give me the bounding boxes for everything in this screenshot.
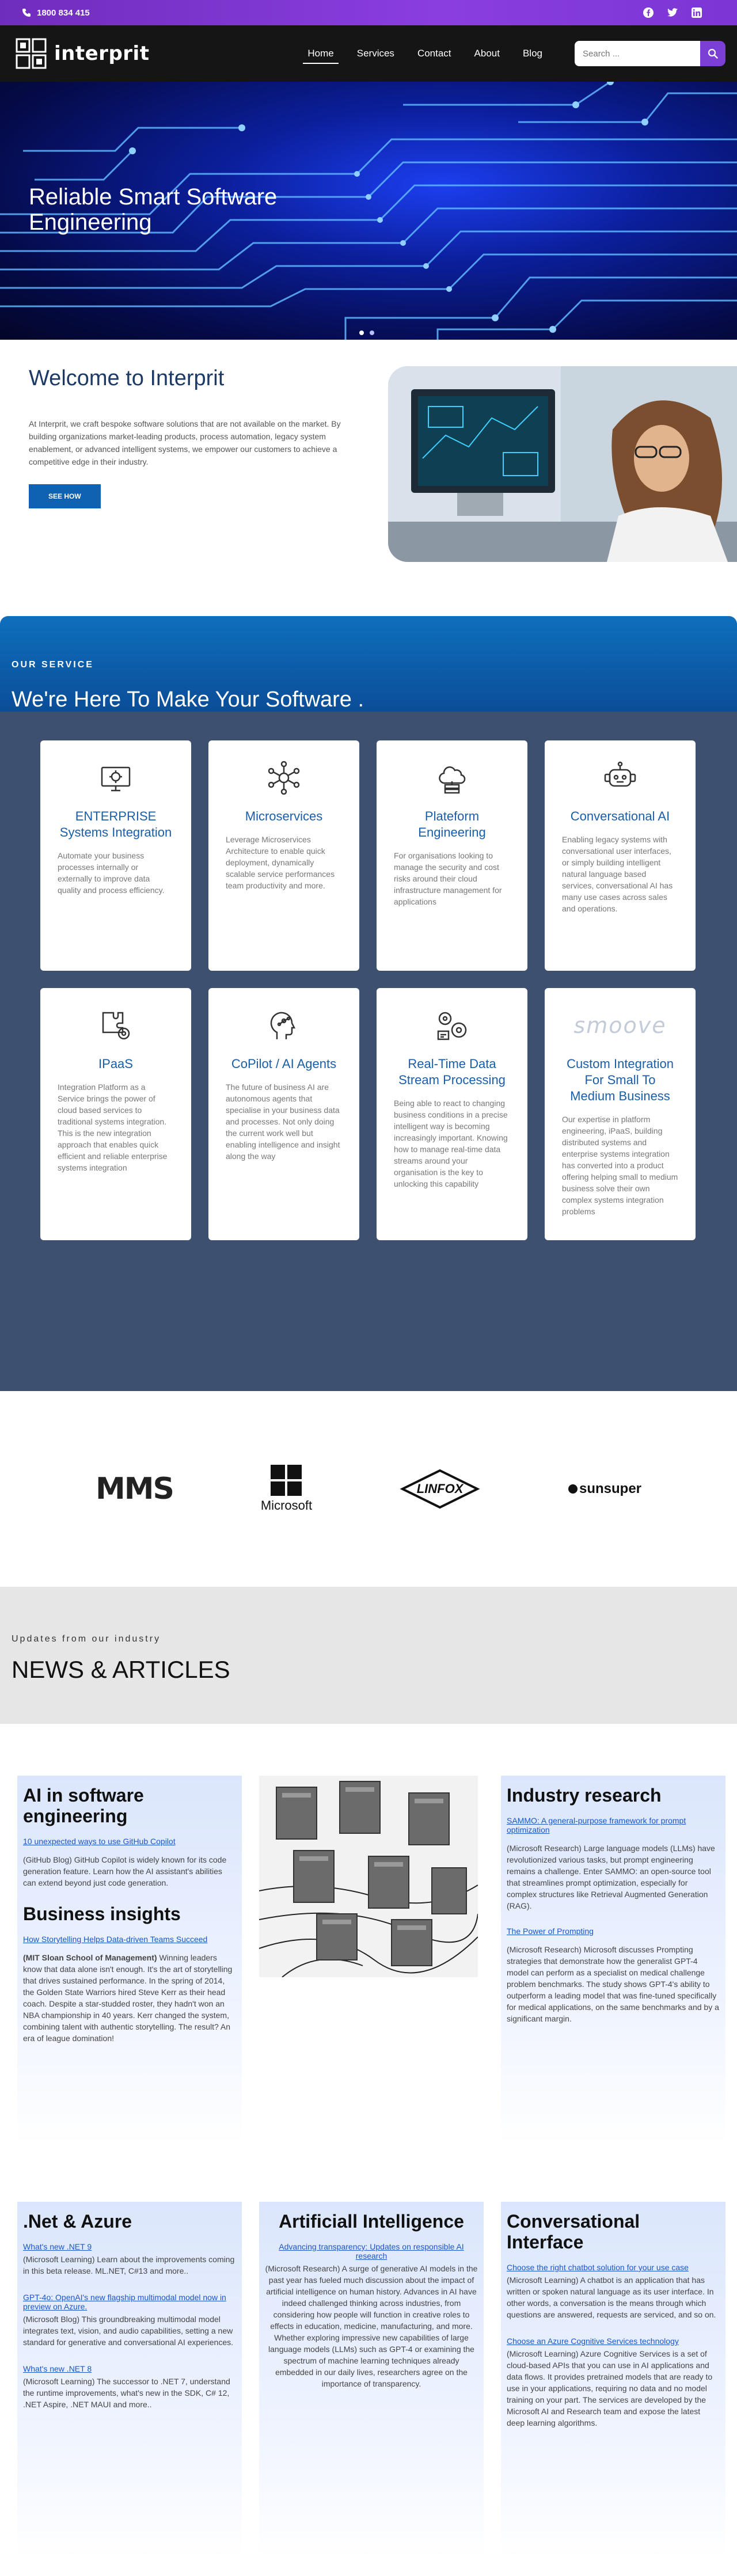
article-link[interactable]: The Power of Prompting: [507, 1927, 594, 1936]
nav-blog[interactable]: Blog: [522, 48, 542, 59]
service-card-text: Integration Platform as a Service brings the power of cloud based services to traditional systems integration. This is the new integration approach that enables quick efficient and reliable enterprise systems integration: [58, 1082, 168, 1172]
article-summary: (Microsoft Research) Large language models (LLMs) have revolutionized various tasks, but prompt engineering remains a challenge. Enter SAMMO: an open-source tool that streamlines prompt optimization, especially for complex structures like Retrieval Augmented Generation (RAG).: [507, 1844, 715, 1910]
article-column: [17, 1776, 242, 2144]
article-link[interactable]: What's new .NET 8: [23, 2364, 92, 2373]
service-header: [0, 616, 737, 712]
nav-menu: [296, 42, 554, 65]
article-summary: (Microsoft Learning) Azure Cognitive Services is a set of cloud-based APIs that you can use in AI applications and data flows. It provides pretrained models that are ready to use in your applications, requiring no data and no model training on your part. The services are developed by the Microsoft AI and Research team and expose the latest deep learning algorithms.: [507, 2349, 713, 2427]
logo-mark-icon: [15, 37, 47, 70]
linkedin-icon[interactable]: [691, 7, 702, 18]
nav-home[interactable]: Home: [296, 42, 345, 65]
carousel-dot[interactable]: [370, 330, 374, 335]
news-title: NEWS & ARTICLES: [12, 1656, 230, 1683]
service-card-text: Automate your business processes internally or externally to improve data quality and process efficiency.: [58, 851, 165, 895]
sunsuper-logo: sunsuper: [568, 1481, 641, 1497]
facebook-icon[interactable]: [643, 7, 654, 18]
site-logo[interactable]: [15, 37, 149, 70]
articles-row-1: [0, 1724, 737, 2144]
chatbot-icon: [602, 759, 639, 796]
search-icon: [708, 48, 718, 59]
article-column: [259, 2202, 484, 2559]
hero-banner: [0, 82, 737, 340]
article-summary: (Microsoft Research) Microsoft discusses Prompting strategies that demonstrate how the generalist GPT-4 model can perform as a specialist on medical challenge problem benchmarks. The study shows GPT-4's ability to outperform a leading model that was fine-tuned specifically for medical applications, on the same benchmarks and by a significant margin.: [507, 1945, 719, 2023]
phone-icon: [22, 8, 31, 17]
puzzle-gear-icon: [97, 1007, 134, 1044]
welcome-body: At Interprit, we craft bespoke software solutions that are not available on the market. By building organizations market-leading products, process automation, legacy system enablement, or advanced intelligent systems, we empower our customers to achieve a competitive edge in their industry.: [29, 419, 341, 466]
service-card[interactable]: [208, 988, 359, 1240]
service-section: [0, 712, 737, 1391]
service-card-title: CoPilot / AI Agents: [231, 1057, 337, 1071]
carousel-dot[interactable]: [359, 330, 364, 335]
service-card-text: Leverage Microservices Architecture to enable quick deployment, dynamically scalable service performances team productivity and more.: [226, 835, 335, 890]
article-link[interactable]: 10 unexpected ways to use GitHub Copilot: [23, 1837, 176, 1846]
article-summary: (Microsoft Learning) A chatbot is an application that has written or spoken natural language as its user interface. In other words, a conversation is the means through which questions are answered, requests are serviced, and so on.: [507, 2275, 716, 2319]
service-card-title: Microservices: [245, 809, 323, 823]
articles-row-2: [0, 2144, 737, 2576]
article-heading: Artificiall Intelligence: [279, 2211, 464, 2232]
phone-contact[interactable]: [22, 8, 90, 18]
phone-number: 1800 834 415: [37, 7, 90, 18]
service-card-text: For organisations looking to manage the security and cost risks around their cloud infrastructure management for applications: [394, 851, 502, 906]
article-heading: .Net & Azure: [23, 2211, 132, 2232]
server-racks-image: [259, 1776, 478, 1977]
service-title: We're Here To Make Your Software .: [12, 687, 364, 712]
service-card-title: IPaaS: [98, 1057, 133, 1071]
article-summary: (Microsoft Learning) The successor to .NET 7, understand the runtime improvements, what's new in the SDK, C# 12, .NET Aspire, .NET MAUI and more..: [23, 2377, 230, 2409]
nav-contact[interactable]: Contact: [417, 48, 451, 59]
network-hub-icon: [265, 759, 302, 796]
linfox-logo: LINFOX: [400, 1469, 480, 1509]
article-summary: (GitHub Blog) GitHub Copilot is widely known for its code generation feature. Learn how the AI assistant's abilities can extend beyond just code generation.: [23, 1855, 227, 1887]
article-link[interactable]: Choose an Azure Cognitive Services technology: [507, 2336, 679, 2346]
logo-text: interprit: [54, 42, 150, 65]
article-heading: AI in software engineering: [23, 1785, 144, 1826]
carousel-dots: [359, 330, 374, 335]
search-input[interactable]: [575, 41, 700, 66]
article-link[interactable]: GPT-4o: OpenAI's new flagship multimodal model now in preview on Azure.: [23, 2293, 226, 2311]
hero-title: Reliable Smart Software Engineering: [29, 184, 278, 235]
service-card-title: Plateform Engineering: [418, 809, 486, 839]
cloud-server-icon: [434, 759, 470, 796]
service-card[interactable]: [545, 988, 696, 1240]
monitor-gear-icon: [97, 759, 134, 796]
article-column: [17, 2202, 242, 2559]
smoove-logo: smoove: [573, 1013, 667, 1038]
server-image-column: [259, 1776, 484, 2144]
service-card-text: Being able to react to changing business conditions in a precise intelligent way is becoming increasingly important. Knowing how to manage real-time data streams around your organisation is the key to unlocking this capability: [394, 1099, 508, 1188]
service-card[interactable]: [40, 740, 191, 971]
nav-services[interactable]: Services: [356, 48, 394, 59]
twitter-icon[interactable]: [667, 7, 678, 18]
article-summary: (Microsoft Research) A surge of generative AI models in the past year has fueled much discussion about the impact of artificial intelligence on human history. Advances in AI have indeed challenged thinking across industries, from considering how people will function in creative roles to effects in education, medicine, manufacturing, and more. Whether exploring impressive new capabilities of large language models (LLMs) such as GPT-4 or examining the spectrum of machine learning techniques already embedded in our daily lives, researchers agree on the importance of transparency.: [265, 2264, 478, 2388]
service-card[interactable]: [40, 988, 191, 1240]
news-header: [0, 1587, 737, 1724]
welcome-text: [29, 366, 351, 570]
main-navbar: [0, 25, 737, 82]
service-card[interactable]: [545, 740, 696, 971]
article-heading: Industry research: [507, 1785, 662, 1806]
engineer-photo: [388, 366, 737, 562]
service-kicker: OUR SERVICE: [12, 660, 94, 670]
service-card-text: Our expertise in platform engineering, iPaaS, building distributed systems and enterprise systems integration has converted into a product offering helping small to medium business solve their own complex systems integration problems: [562, 1115, 678, 1216]
news-kicker: Updates from our industry: [12, 1634, 161, 1644]
article-heading: Business insights: [23, 1903, 181, 1924]
client-logos: [0, 1391, 737, 1587]
service-card[interactable]: [208, 740, 359, 971]
article-summary: (MIT Sloan School of Management) Winning leaders know that data alone isn't enough. It's the art of storytelling that drives sustained performance. In the spring of 2014, the Golden State Warriors hired Steve Kerr as their head coach. Despite a star-studded roster, they hadn't won an NBA championship in 40 years. Kerr changed the system, combining talent with authentic storytelling. The result? An era of league domination!: [23, 1953, 233, 2043]
service-card-title: Custom Integration For Small To Medium Business: [567, 1057, 674, 1103]
welcome-section: [0, 340, 737, 616]
service-card-title: Real-Time Data Stream Processing: [398, 1057, 506, 1087]
service-card-text: Enabling legacy systems with conversational user interfaces, or simply building intelligent natural language based services, conversational AI has many use cases across sales and operations.: [562, 835, 673, 913]
article-summary: (Microsoft Blog) This groundbreaking multimodal model integrates text, vision, and audio capabilities, setting a new standard for generative and conversational AI experiences.: [23, 2315, 234, 2347]
article-link[interactable]: Advancing transparency: Updates on responsible AI research: [279, 2242, 464, 2260]
social-links: [643, 7, 702, 18]
ai-head-icon: [265, 1007, 302, 1044]
search-button[interactable]: [700, 41, 725, 66]
article-link[interactable]: SAMMO: A general-purpose framework for prompt optimization: [507, 1816, 686, 1834]
data-gears-icon: [434, 1007, 470, 1044]
service-card-text: The future of business AI are autonomous agents that specialise in your business data and processes. Not only doing the current work well but enabling intelligence and insight along the way: [226, 1082, 340, 1161]
top-bar: [0, 0, 737, 25]
service-card-title: ENTERPRISE Systems Integration: [59, 809, 172, 839]
welcome-title: Welcome to Interprit: [29, 366, 225, 390]
nav-about[interactable]: About: [474, 48, 500, 59]
article-heading: Conversational Interface: [507, 2211, 640, 2252]
article-column: [501, 2202, 725, 2559]
service-card-title: Conversational AI: [570, 809, 670, 823]
article-link[interactable]: What's new .NET 9: [23, 2242, 92, 2251]
article-summary: (Microsoft Learning) Learn about the improvements coming in this beta release. ML.NET, C#13 and more..: [23, 2255, 235, 2275]
article-link[interactable]: Choose the right chatbot solution for your use case: [507, 2263, 689, 2272]
search-box: [575, 41, 725, 66]
service-card[interactable]: [377, 740, 527, 971]
microsoft-logo: Microsoft: [261, 1465, 312, 1513]
service-grid: [40, 740, 697, 1240]
article-link[interactable]: How Storytelling Helps Data-driven Teams Succeed: [23, 1935, 208, 1944]
article-column: [501, 1776, 725, 2144]
mms-logo: MMS: [95, 1472, 173, 1506]
service-card[interactable]: [377, 988, 527, 1240]
see-how-button[interactable]: SEE HOW: [29, 484, 101, 508]
